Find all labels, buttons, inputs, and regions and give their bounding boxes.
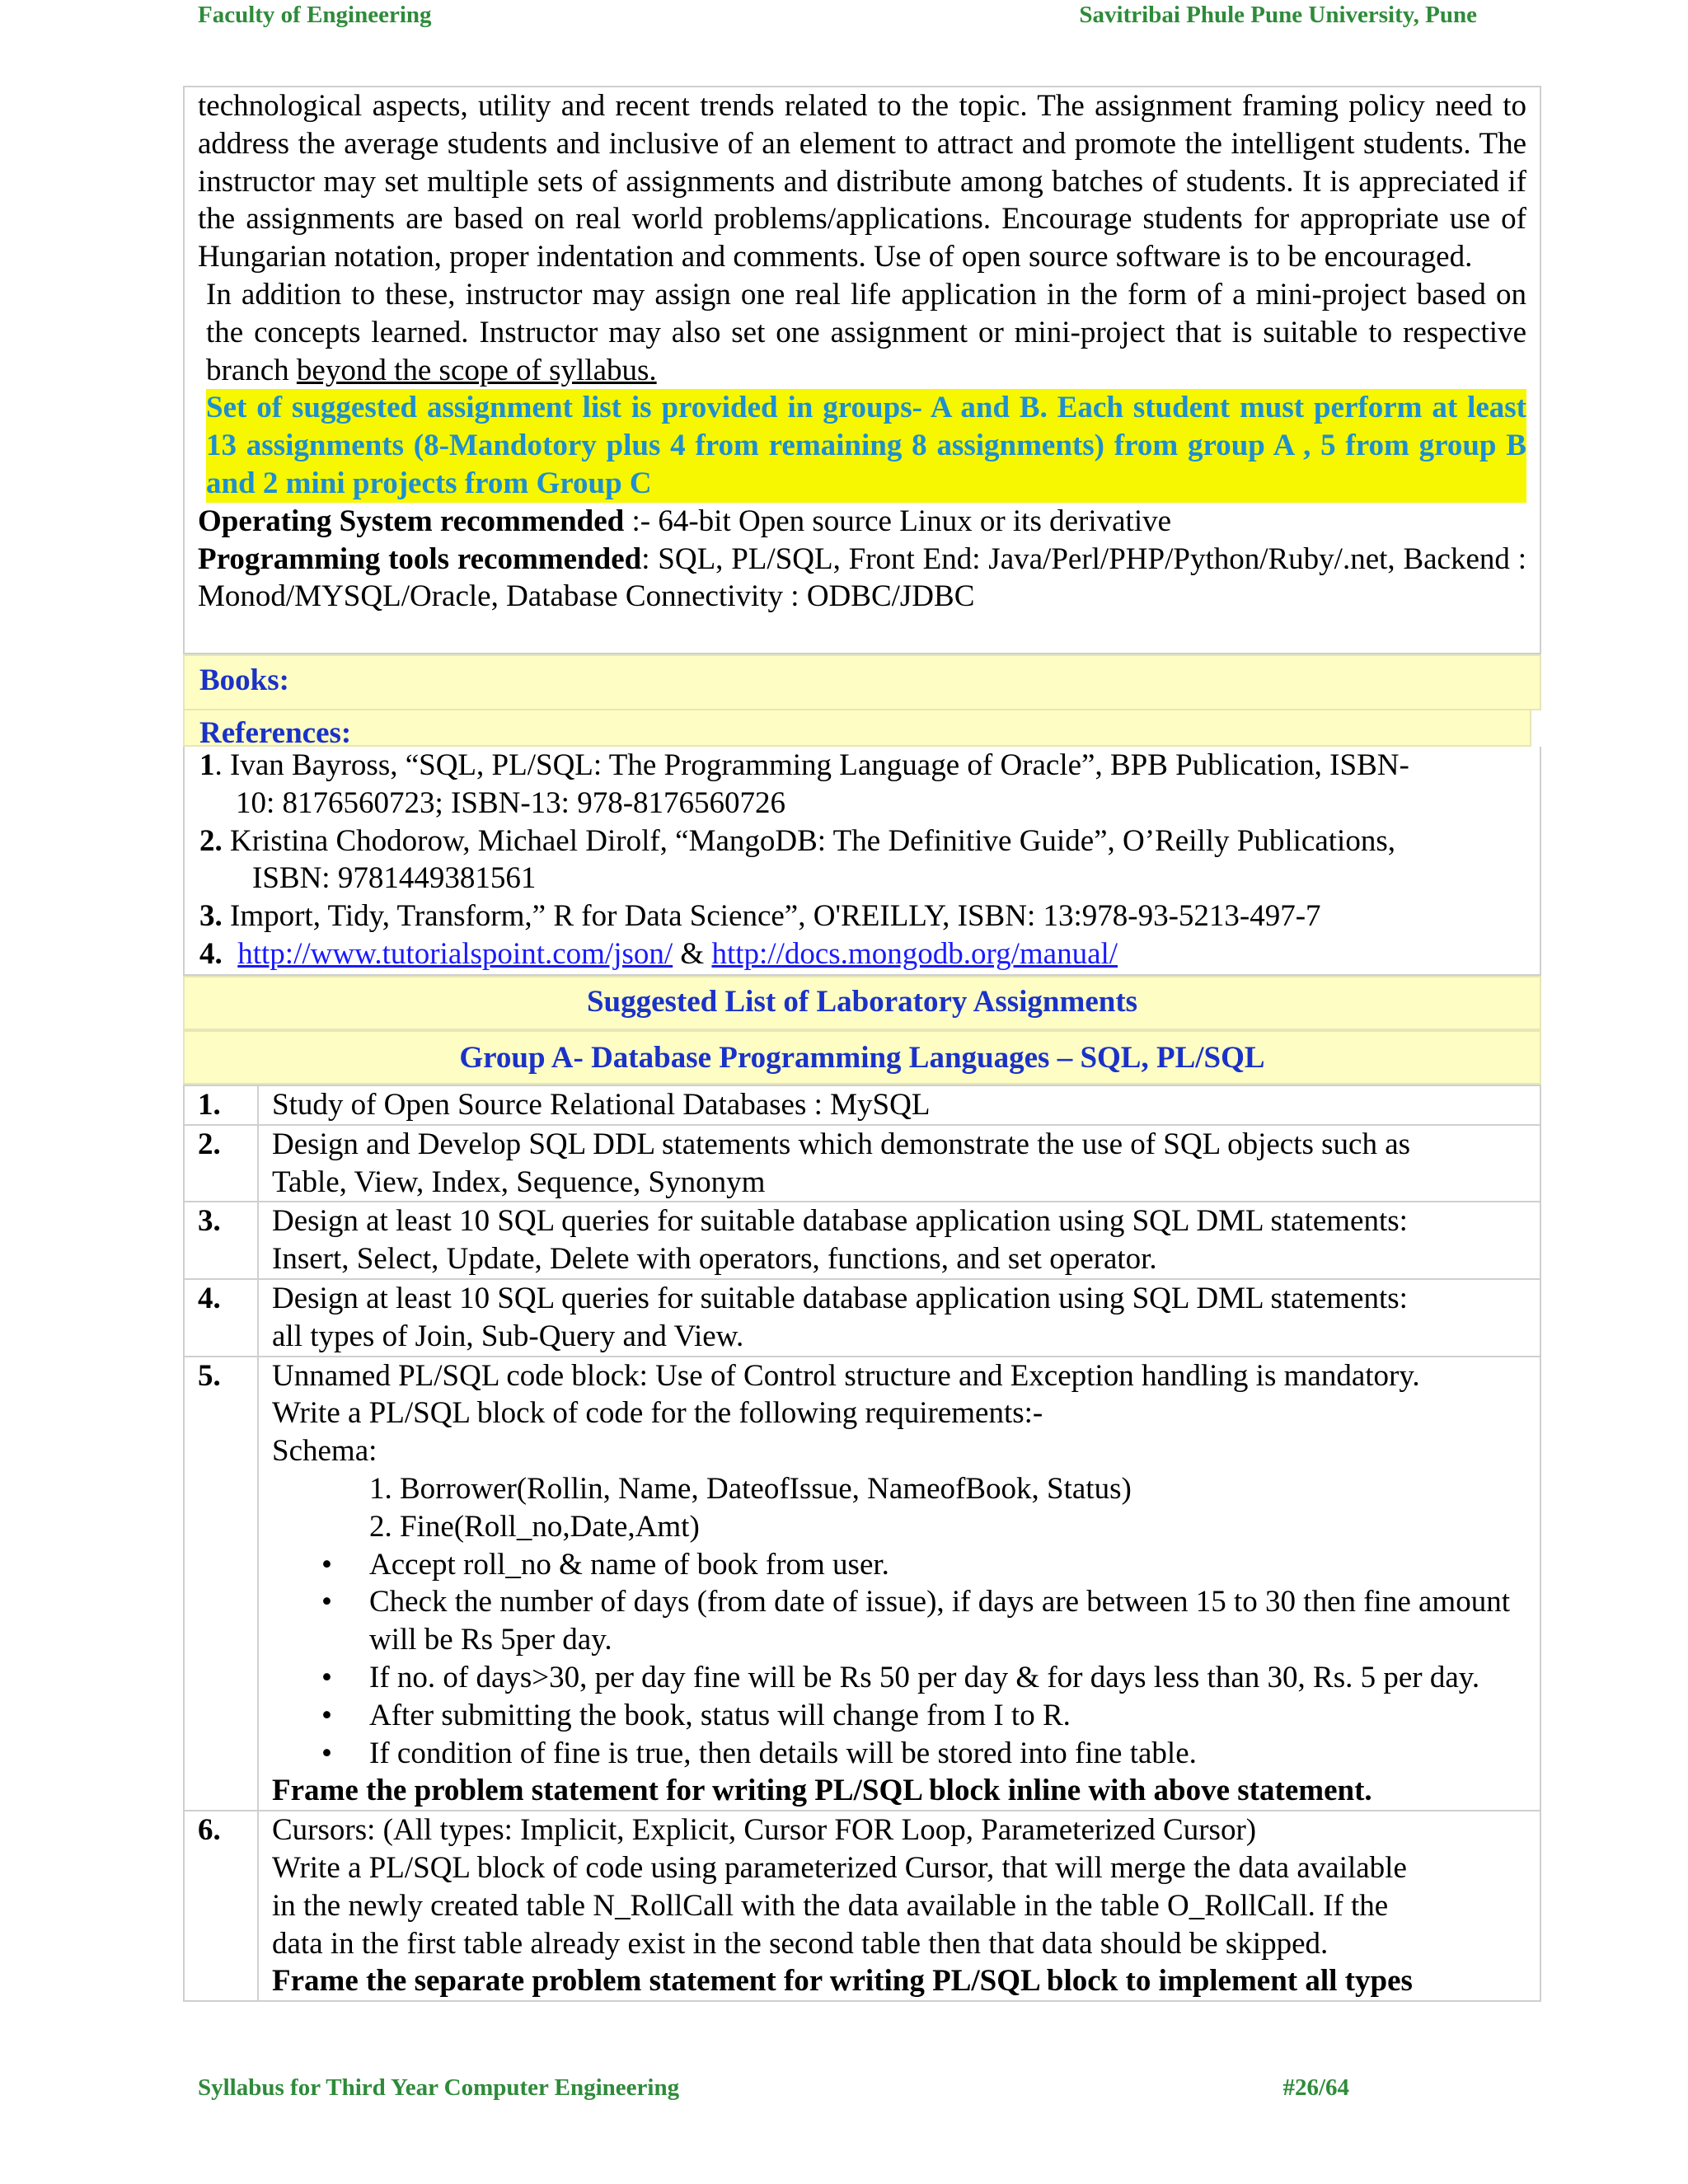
list-item: • Check the number of days (from date of issue), if days are between 15 to 30 then fine amount will be Rs 5per day.: [369, 1583, 1526, 1659]
reference-item: 2. Kristina Chodorow, Michael Dirolf, “MangoDB: The Definitive Guide”, O’Reilly Publications,: [199, 823, 1395, 858]
reference-item-continued: ISBN: 9781449381561: [252, 861, 537, 896]
table-row: [184, 1202, 1540, 1279]
assignment-description: Unnamed PL/SQL code block: Use of Control structure and Exception handling is mandatory. Write a PL/SQL block of code for the following requirements:- Schema: 1. Borrower(Rollin, Name, DateofIssue, NameofBook, Status) 2. Fine(Roll_no,Date,Amt) • Accept roll_no & name of book from user. • Check the number of days (from date of issue), if days are between 15 to 30 then fine amount will be Rs 5per day. • If no. of days>30, per day fine will be Rs 50 per day & for days less than 30, Rs. 5 per day. • After submitting the book, status will change from I to R. • If condition of fine is true, then details will be stored into fine table. Frame the problem statement for writing PL/SQL block inline with above statement.: [258, 1357, 1540, 1811]
assignment-description: Study of Open Source Relational Databases : MySQL: [258, 1085, 1540, 1125]
assignment-description: Design at least 10 SQL queries for suitable database application using SQL DML statements: Insert, Select, Update, Delete with operators, functions, and set operator.: [258, 1202, 1540, 1279]
requirements-list: [272, 1546, 1526, 1773]
reference-item: 1. Ivan Bayross, “SQL, PL/SQL: The Programming Language of Oracle”, BPB Publication, ISBN-: [199, 748, 1409, 782]
assignment-number: 3.: [184, 1202, 258, 1279]
problem-statement-note: Frame the problem statement for writing PL/SQL block inline with above statement.: [272, 1774, 1372, 1808]
tools-recommended: Programming tools recommended: SQL, PL/SQL, Front End: Java/Perl/PHP/Python/Ruby/.net, Backend : Monod/MYSQL/Oracle, Database Connectivity : ODBC/JDBC: [198, 541, 1526, 614]
page-footer: [198, 2074, 1477, 2102]
assignment-number: 4.: [184, 1279, 258, 1357]
group-a-title: Group A- Database Programming Languages – SQL, PL/SQL: [183, 1030, 1541, 1085]
assignment-description: Design and Develop SQL DDL statements which demonstrate the use of SQL objects such as Table, View, Index, Sequence, Synonym: [258, 1125, 1540, 1202]
table-row: [184, 1125, 1540, 1202]
table-row: [184, 1085, 1540, 1125]
references-list: [183, 747, 1541, 976]
list-item: • If condition of fine is true, then details will be stored into fine table.: [369, 1735, 1526, 1773]
assignment-number: 2.: [184, 1125, 258, 1202]
intro-section: [183, 86, 1541, 654]
intro-paragraph: technological aspects, utility and recent trends related to the topic. The assignment framing policy need to address the average students and inclusive of an element to attract and promote the intelligent students. The instructor may set multiple sets of assignments and distribute among batches of students. It is appreciated if the assignments are based on real world problems/applications. Encourage students for appropriate use of Hungarian notation, proper indentation and comments. Use of open source software is to be encouraged.: [198, 89, 1526, 274]
books-heading: Books:: [183, 654, 1541, 710]
table-row: [184, 1357, 1540, 1811]
footer-syllabus-title: Syllabus for Third Year Computer Engineering: [198, 2074, 680, 2101]
schema-item: 2. Fine(Roll_no,Date,Amt): [369, 1509, 700, 1544]
header-university: Savitribai Phule Pune University, Pune: [1079, 2, 1477, 28]
lab-assignments-title: Suggested List of Laboratory Assignments: [183, 976, 1541, 1030]
assignment-number: 1.: [184, 1085, 258, 1125]
assignment-number: 6.: [184, 1811, 258, 2001]
beyond-syllabus-text: beyond the scope of syllabus.: [296, 353, 657, 387]
reference-item-continued: 10: 8176560723; ISBN-13: 978-8176560726: [236, 785, 786, 820]
tutorialspoint-link[interactable]: http://www.tutorialspoint.com/json/: [237, 936, 673, 971]
assignment-number: 5.: [184, 1357, 258, 1811]
references-heading: References:: [183, 709, 1531, 747]
assignments-table: [183, 1085, 1541, 2002]
list-item: • If no. of days>30, per day fine will be Rs 50 per day & for days less than 30, Rs. 5 per day.: [369, 1659, 1526, 1697]
mongodb-manual-link[interactable]: http://docs.mongodb.org/manual/: [711, 936, 1118, 971]
reference-item: 3. Import, Tidy, Transform,” R for Data Science”, O'REILLY, ISBN: 13:978-93-5213-497-7: [199, 899, 1321, 934]
page-number: #26/64: [1282, 2074, 1349, 2101]
page-header: [198, 2, 1477, 29]
table-row: [184, 1811, 1540, 2001]
problem-statement-note: Frame the separate problem statement for writing PL/SQL block to implement all types: [272, 1964, 1413, 1999]
list-item: • Accept roll_no & name of book from user.: [369, 1546, 1526, 1584]
mini-project-paragraph: In addition to these, instructor may assign one real life application in the form of a mini-project based on the concepts learned. Instructor may also set one assignment or mini-project that is suitable to respective branch beyond the scope of syllabus.: [206, 277, 1526, 387]
reference-item: 4. http://www.tutorialspoint.com/json/ & http://docs.mongodb.org/manual/: [199, 936, 1118, 971]
header-faculty: Faculty of Engineering: [198, 2, 432, 28]
list-item: • After submitting the book, status will change from I to R.: [369, 1697, 1526, 1735]
schema-item: 1. Borrower(Rollin, Name, DateofIssue, NameofBook, Status): [369, 1471, 1132, 1506]
assignment-description: Design at least 10 SQL queries for suitable database application using SQL DML statements: all types of Join, Sub-Query and View.: [258, 1279, 1540, 1357]
os-recommended: Operating System recommended :- 64-bit Open source Linux or its derivative: [198, 504, 1172, 538]
assignment-description: Cursors: (All types: Implicit, Explicit, Cursor FOR Loop, Parameterized Cursor) Write a PL/SQL block of code using parameterized Cursor, that will merge the data available in the newly created table N_RollCall with the data available in the table O_RollCall. If the data in the first table already exist in the second table then that data should be skipped. Frame the separate problem statement for writing PL/SQL block to implement all types: [258, 1811, 1540, 2001]
table-row: [184, 1279, 1540, 1357]
assignment-policy-highlight: Set of suggested assignment list is provided in groups- A and B. Each student must perform at least 13 assignments (8-Mandotory plus 4 from remaining 8 assignments) from group A , 5 from group B and 2 mini projects from Group C: [206, 389, 1526, 502]
